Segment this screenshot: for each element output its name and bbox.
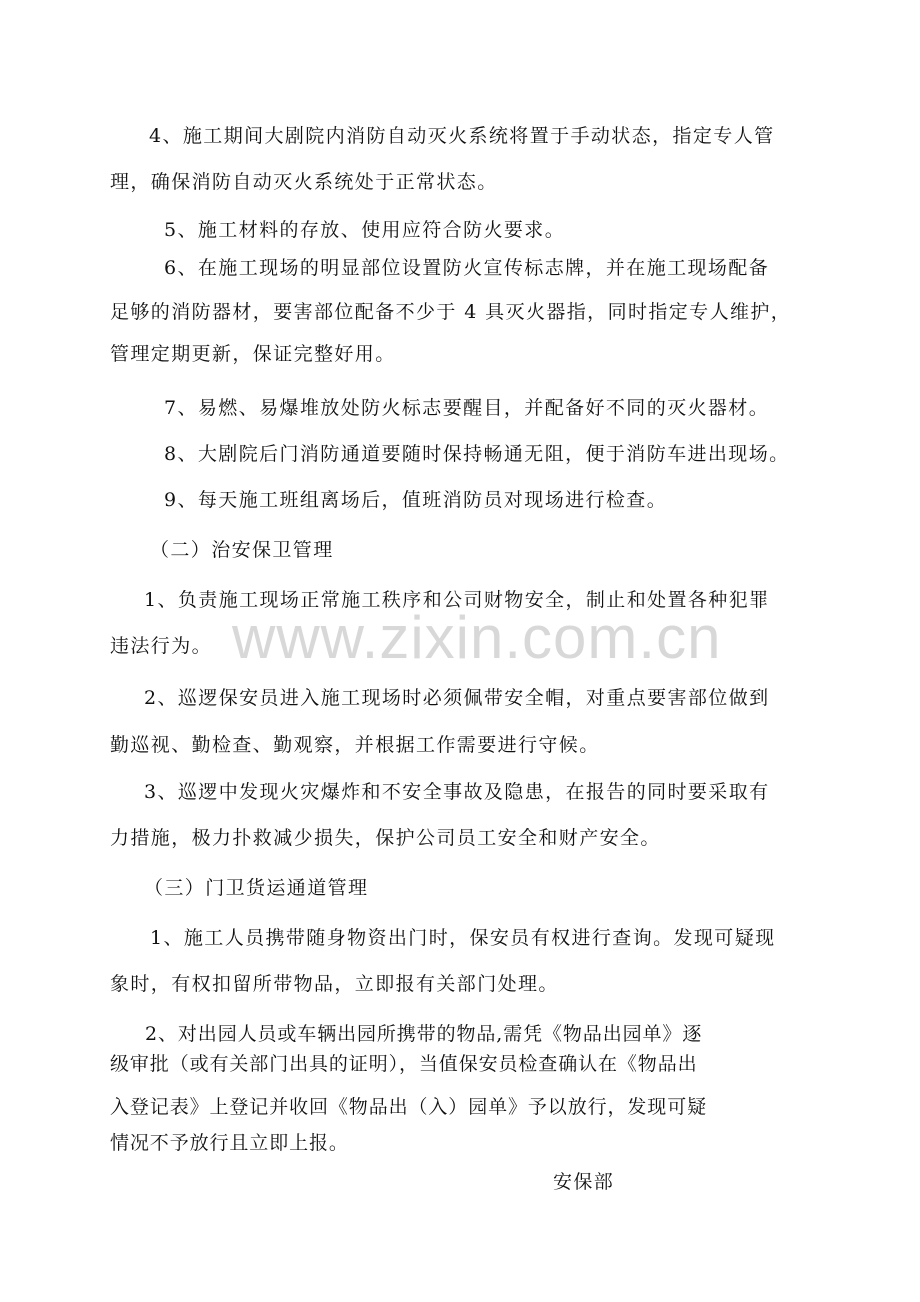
text-line: 5、施工材料的存放、使用应符合防火要求。 — [164, 219, 566, 241]
text-line: 象时，有权扣留所带物品，立即报有关部门处理。 — [110, 973, 559, 995]
text-line: 2、对出园人员或车辆出园所携带的物品,需凭《物品出园单》逐 — [145, 1023, 703, 1045]
text-line: 管理定期更新，保证完整好用。 — [110, 343, 396, 365]
text-line: 入登记表》上登记并收回《物品出（入）园单》予以放行，发现可疑 — [110, 1096, 708, 1118]
text-line: 7、易燃、易爆堆放处防火标志要醒目，并配备好不同的灭火器材。 — [164, 397, 770, 419]
text-line: 力措施，极力扑救减少损失，保护公司员工安全和财产安全。 — [110, 827, 661, 849]
text-line: 足够的消防器材，要害部位配备不少于 4 具灭火器指，同时指定专人维护， — [110, 301, 792, 323]
text-line: 1、负责施工现场正常施工秩序和公司财物安全，制止和处置各种犯罪 — [144, 589, 770, 611]
signature: 安保部 — [553, 1171, 615, 1193]
watermark: www.zixin.com.cn — [232, 604, 722, 671]
section-heading: （二）治安保卫管理 — [150, 539, 334, 561]
section-heading: （三）门卫货运通道管理 — [144, 877, 369, 899]
text-line: 6、在施工现场的明显部位设置防火宣传标志牌，并在施工现场配备 — [164, 257, 770, 279]
text-line: 2、巡逻保安员进入施工现场时必须佩带安全帽，对重点要害部位做到 — [144, 687, 770, 709]
text-line: 违法行为。 — [110, 635, 213, 657]
text-line: 3、巡逻中发现火灾爆炸和不安全事故及隐患，在报告的同时要采取有 — [144, 781, 770, 803]
text-line: 1、施工人员携带随身物资出门时，保安员有权进行查询。发现可疑现 — [150, 927, 776, 949]
text-line: 8、大剧院后门消防通道要随时保持畅通无阻，便于消防车进出现场。 — [164, 443, 790, 465]
text-line: 4、施工期间大剧院内消防自动灭火系统将置于手动状态，指定专人管 — [149, 125, 775, 147]
text-line: 勤巡视、勤检查、勤观察，并根据工作需要进行守候。 — [110, 734, 600, 756]
text-line: 情况不予放行且立即上报。 — [110, 1132, 349, 1154]
text-line: 9、每天施工班组离场后，值班消防员对现场进行检查。 — [164, 489, 668, 511]
text-line: 理，确保消防自动灭火系统处于正常状态。 — [110, 171, 498, 193]
text-line: 级审批（或有关部门出具的证明），当值保安员检查确认在《物品出 — [110, 1053, 698, 1075]
